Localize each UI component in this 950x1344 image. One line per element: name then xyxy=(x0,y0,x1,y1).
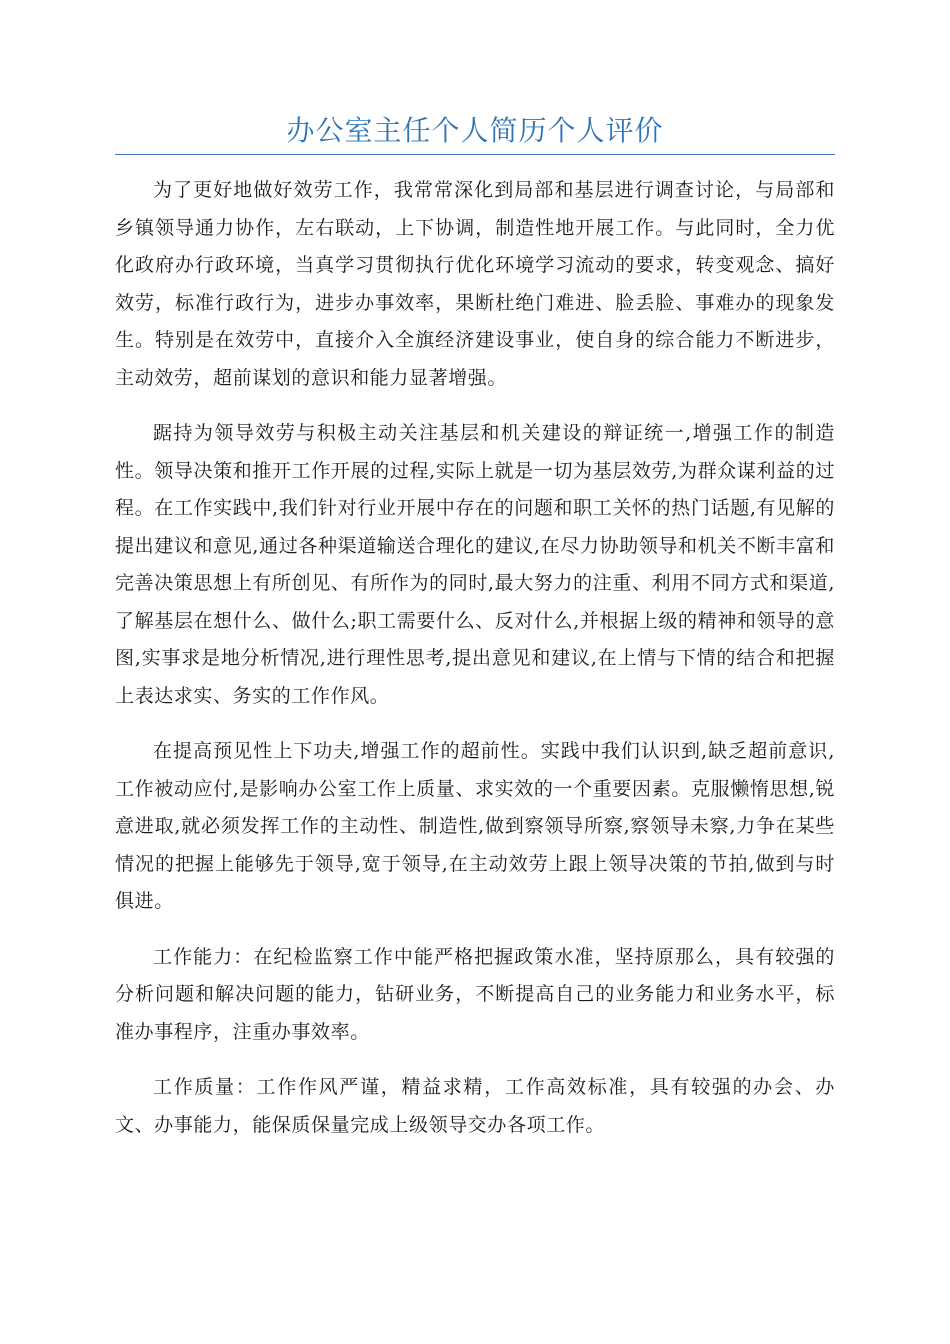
paragraph-foresight: 在提高预见性上下功夫,增强工作的超前性。实践中我们认识到,缺乏超前意识,工作被动应付,是影响办公室工作上质量、求实效的一个重要因素。克服懒惰思想,锐意进取,就必须发挥工作的主动性、制造性,做到察领导所察,察领导未察,力争在某些情况的把握上能够先于领导,宽于领导,在主动效劳上跟上领导决策的节拍,做到与时俱进。 xyxy=(115,740,835,912)
paragraph-leadership-service: 踞持为领导效劳与积极主动关注基层和机关建设的辩证统一,增强工作的制造性。领导决策和推开工作开展的过程,实际上就是一切为基层效劳,为群众谋利益的过程。在工作实践中,我们针对行业开展中存在的问题和职工关怀的热门话题,有见解的提出建议和意见,通过各种渠道输送合理化的建议,在尽力协助领导和机关不断丰富和完善决策思想上有所创见、有所作为的同时,最大努力的注重、利用不同方式和渠道,了解基层在想什么、做什么;职工需要什么、反对什么,并根据上级的精神和领导的意图,实事求是地分析情况,进行理性思考,提出意见和建议,在上情与下情的结合和把握上表达求实、务实的工作作风。 xyxy=(115,422,835,707)
paragraph-work-ability: 工作能力：在纪检监察工作中能严格把握政策水准，坚持原那么，具有较强的分析问题和解决问题的能力，钻研业务，不断提高自己的业务能力和业务水平，标准办事程序，注重办事效率。 xyxy=(115,945,835,1043)
title-underline xyxy=(115,154,835,155)
document-body xyxy=(115,172,835,1162)
document-title: 办公室主任个人简历个人评价 xyxy=(286,114,664,147)
paragraph-service-work: 为了更好地做好效劳工作，我常常深化到局部和基层进行调查讨论，与局部和乡镇领导通力协作，左右联动，上下协调，制造性地开展工作。与此同时，全力优化政府办行政环境，当真学习贯彻执行优化环境学习流动的要求，转变观念、搞好效劳，标准行政行为，进步办事效率，果断杜绝门难进、脸丢脸、事难办的现象发生。特别是在效劳中，直接介入全旗经济建设事业，使自身的综合能力不断进步，主动效劳，超前谋划的意识和能力显著增强。 xyxy=(115,179,835,389)
paragraph-work-quality: 工作质量：工作作风严谨，精益求精，工作高效标准，具有较强的办会、办文、办事能力，能保质保量完成上级领导交办各项工作。 xyxy=(115,1076,835,1136)
